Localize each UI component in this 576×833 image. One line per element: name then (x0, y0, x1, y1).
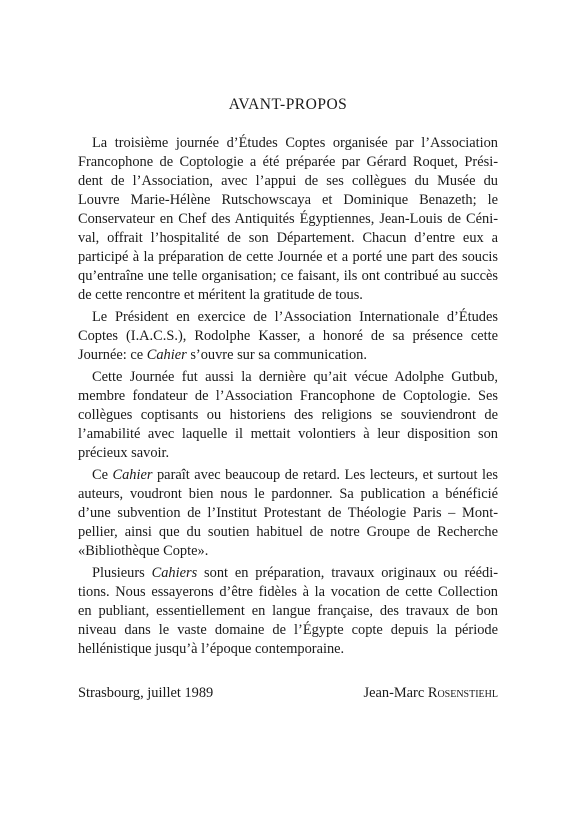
text-line: niveau dans le vaste domaine de l’Égypte copte depuis la période (78, 622, 498, 638)
text-line: d’une subvention de l’Institut Protestant de Théologie Paris – Mont- (78, 505, 498, 521)
author-first-name: Jean-Marc (363, 685, 428, 701)
text-line: participé à la préparation de cette Journée et a porté une part des soucis (78, 249, 498, 265)
text-line: Conservateur en Chef des Antiquités Égyptiennes, Jean-Louis de Céni- (78, 211, 498, 227)
text-line: pellier, ainsi que du soutien habituel de notre Groupe de Recherche (78, 524, 498, 540)
page-title: AVANT-PROPOS (228, 96, 348, 113)
author-name (364, 685, 498, 702)
text-line: Plusieurs Cahiers sont en préparation, travaux originaux ou réédi- (92, 565, 498, 581)
text-line: membre fondateur de l’Association Francophone de Coptologie. Ses (78, 388, 498, 404)
text-line: Louvre Marie-Hélène Rutschowscaya et Dominique Benazeth; le (78, 192, 498, 208)
document-page (78, 96, 498, 702)
text-line: qu’entraîne une telle organisation; ce faisant, ils ont contribué au succès (78, 268, 498, 284)
text-line: La troisième journée d’Études Coptes organisée par l’Association (92, 135, 498, 151)
paragraph (78, 134, 498, 305)
text-line: collègues coptisants ou historiens des religions se souviendront de (78, 407, 498, 423)
text-line: Cette Journée fut aussi la dernière qu’ait vécue Adolphe Gutbub, (92, 369, 498, 385)
text-line: dent de l’Association, avec l’appui de ses collègues du Musée du (78, 173, 498, 189)
paragraph (78, 466, 498, 561)
body-text (78, 134, 498, 659)
text-line: Journée: ce Cahier s’ouvre sur sa communication. (78, 347, 367, 363)
signature-line (78, 685, 498, 702)
text-line: hellénistique jusqu’à l’époque contemporaine. (78, 641, 345, 657)
text-line: précieux savoir. (78, 445, 170, 461)
text-line: l’amabilité avec laquelle il mettait volontiers à leur disposition son (78, 426, 498, 442)
text-line: val, offrait l’hospitalité de son Département. Chacun d’entre eux a (78, 230, 498, 246)
text-line: Francophone de Coptologie a été préparée par Gérard Roquet, Prési- (78, 154, 498, 170)
text-line: Coptes (I.A.C.S.), Rodolphe Kasser, a honoré de sa présence cette (78, 328, 498, 344)
text-line: en publiant, essentiellement en langue française, des travaux de bon (78, 603, 498, 619)
author-last-name: Rosenstiehl (427, 685, 498, 701)
paragraph (78, 308, 498, 365)
text-line: Ce Cahier paraît avec beaucoup de retard. Les lecteurs, et surtout les (92, 467, 498, 483)
text-line: tions. Nous essayerons d’être fidèles à la vocation de cette Collection (78, 584, 498, 600)
text-line: auteurs, voudront bien nous le pardonner. Sa publication a bénéficié (78, 486, 498, 502)
paragraph (78, 368, 498, 463)
paragraph (78, 564, 498, 659)
text-line: «Bibliothèque Copte». (78, 543, 209, 559)
text-line: de cette rencontre et méritent la gratitude de tous. (78, 287, 363, 303)
place-date: Strasbourg, juillet 1989 (78, 685, 214, 701)
text-line: Le Président en exercice de l’Association Internationale d’Études (92, 309, 498, 325)
